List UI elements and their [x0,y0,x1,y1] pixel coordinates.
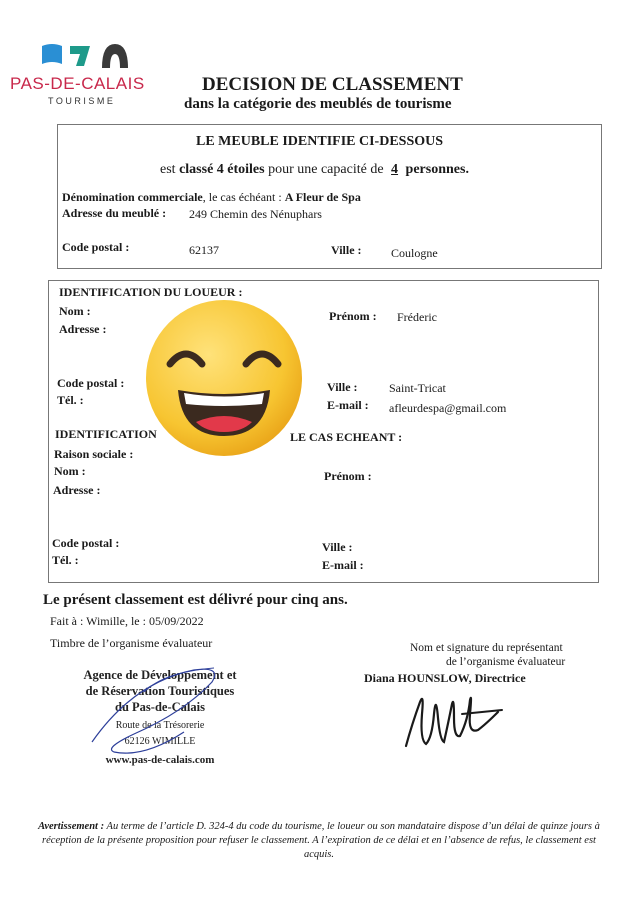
stamp-line-6: www.pas-de-calais.com [105,754,215,766]
classe-prefix: est [160,162,176,177]
email-value: afleurdespa@gmail.com [389,401,507,415]
signatory-name: Diana HOUNSLOW, Directrice [364,671,526,685]
timbre-label: Timbre de l’organisme évaluateur [50,636,213,650]
code-postal-value: 62137 [189,243,219,257]
email-label: E-mail : [327,398,369,412]
tel-label: Tél. : [57,393,84,407]
document-subtitle: dans la catégorie des meublés de tourisme [184,96,452,112]
code-postal-mandataire-label: Code postal : [52,536,120,550]
stamp-scribble-icon [74,662,234,762]
ville-loueur-label: Ville : [327,380,358,394]
stamp-line-3: du Pas-de-Calais [115,700,205,714]
personnes-label: personnes. [405,162,469,177]
classe-value: classé 4 étoiles [179,162,265,177]
prenom-label: Prénom : [329,309,377,323]
adresse-value: 249 Chemin des Nénuphars [189,207,322,221]
ville-loueur-value: Saint-Tricat [389,381,446,395]
email-mandataire-label: E-mail : [322,558,364,572]
brand-subtitle: TOURISME [48,96,116,106]
denomination-line [62,190,361,205]
code-postal-loueur-label: Code postal : [57,376,125,390]
pas-de-calais-logo-icon [40,42,140,72]
brand-name: PAS-DE-CALAIS [10,74,145,93]
mandataire-heading-right: LE CAS ECHEANT : [290,430,403,444]
prenom-value: Fréderic [397,310,437,324]
adresse-mandataire-label: Adresse : [53,483,101,497]
meuble-heading: LE MEUBLE IDENTIFIE CI-DESSOUS [196,134,444,149]
warning-text: Au terme de l’article D. 324-4 du code du tourisme, le loueur ou son mandataire dispose d’un délai de quinze jours à réception de la présente proposition pour refuser le classement. A l’expiration de ce délai et en l’absence de refus, le classement est acquis. [42,821,600,860]
handwritten-signature-icon [398,684,508,756]
grinning-face-emoji-icon [144,298,304,458]
code-postal-label: Code postal : [62,240,130,254]
ville-label: Ville : [331,243,362,257]
stamp-line-1: Agence de Développement et [83,668,237,682]
footer-warning [34,820,604,862]
nom-mandataire-label: Nom : [54,464,86,478]
adresse-loueur-label: Adresse : [59,322,107,336]
warning-label: Avertissement : [38,821,105,832]
raison-sociale-label: Raison sociale : [54,447,134,461]
document-title: DECISION DE CLASSEMENT [202,74,463,95]
denomination-suffix: , le cas échéant : [202,190,282,204]
adresse-label: Adresse du meublé : [62,206,167,220]
signature-label-1: Nom et signature du représentant [410,642,563,654]
capacite-value: 4 [391,162,399,177]
classement-line [160,162,469,178]
ville-mandataire-label: Ville : [322,540,353,554]
fait-a-line: Fait à : Wimille, le : 05/09/2022 [50,614,204,628]
agency-stamp [60,662,260,772]
ville-value: Coulogne [391,246,438,260]
mandataire-heading-left: IDENTIFICATION [55,427,157,441]
denomination-value: A Fleur de Spa [284,190,361,204]
loueur-heading: IDENTIFICATION DU LOUEUR : [59,285,243,299]
validity-statement: Le présent classement est délivré pour cinq ans. [43,592,348,608]
prenom-mandataire-label: Prénom : [324,469,372,483]
signature-label-2: de l’organisme évaluateur [446,656,566,668]
denomination-label: Dénomination commerciale [62,190,203,204]
tel-mandataire-label: Tél. : [52,553,79,567]
nom-label: Nom : [59,304,91,318]
stamp-line-4: Route de la Trésorerie [115,720,205,731]
stamp-line-5: 62126 WIMILLE [124,736,196,747]
stamp-line-2: de Réservation Touristiques [85,684,235,698]
capacite-text: pour une capacité de [268,162,384,177]
